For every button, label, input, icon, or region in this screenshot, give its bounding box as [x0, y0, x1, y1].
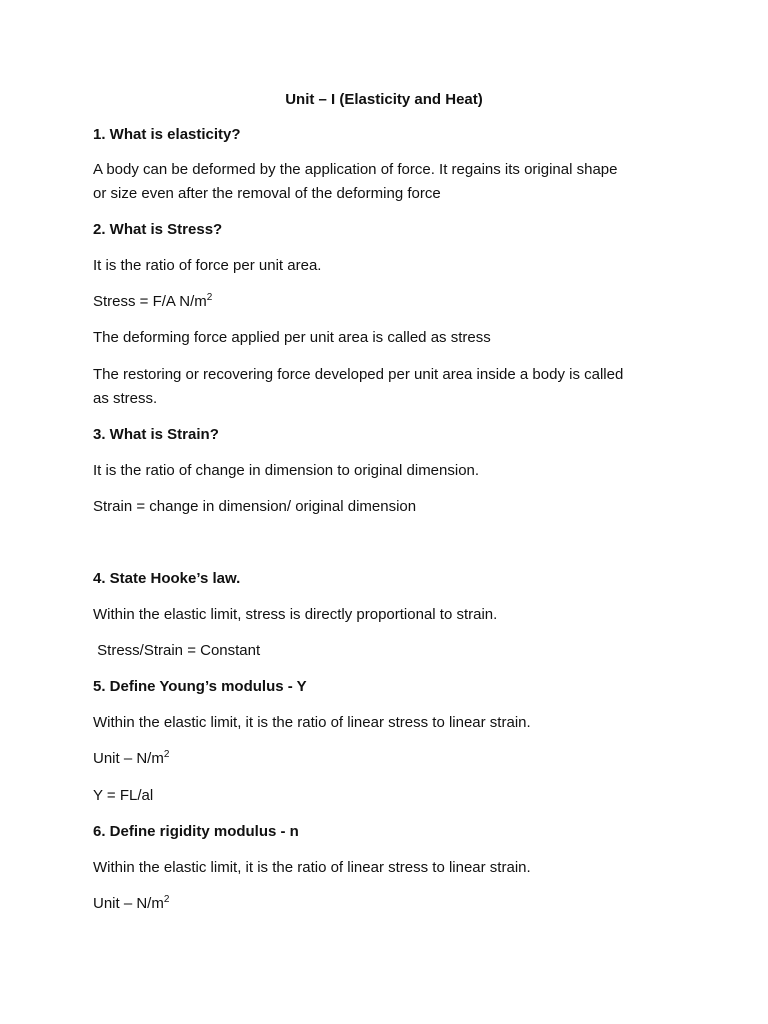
q2-formula	[93, 290, 212, 314]
q5-line1: Within the elastic limit, it is the ratio of linear stress to linear strain.	[93, 714, 531, 731]
q6-heading: 6. Define rigidity modulus - n	[93, 823, 299, 840]
q2-line2: The deforming force applied per unit area is called as stress	[93, 329, 491, 346]
q1-heading: 1. What is elasticity?	[93, 126, 241, 143]
q2-line1: It is the ratio of force per unit area.	[93, 257, 322, 274]
q3-line1: It is the ratio of change in dimension to original dimension.	[93, 462, 480, 479]
q4-formula: Stress/Strain = Constant	[93, 642, 261, 659]
q1-answer-line2: or size even after the removal of the deforming force	[93, 185, 441, 202]
document-title: Unit – I (Elasticity and Heat)	[285, 91, 483, 108]
q6-unit-exponent: 2	[163, 894, 170, 905]
q3-heading: 3. What is Strain?	[93, 426, 219, 443]
q6-unit	[93, 892, 169, 916]
q2-line3a: The restoring or recovering force developed per unit area inside a body is called	[93, 366, 624, 383]
q5-unit-exponent: 2	[163, 749, 170, 760]
q2-formula-text: Stress = F/A N/m	[93, 293, 207, 310]
q4-line1: Within the elastic limit, stress is directly proportional to strain.	[93, 606, 498, 623]
q1-answer-line1: A body can be deformed by the application of force. It regains its original shape	[93, 161, 618, 178]
q2-formula-exponent: 2	[206, 292, 213, 303]
q6-line1: Within the elastic limit, it is the ratio of linear stress to linear strain.	[93, 859, 531, 876]
q2-line3b: as stress.	[93, 390, 158, 407]
q6-unit-text: Unit – N/m	[93, 895, 164, 912]
q5-unit-text: Unit – N/m	[93, 750, 164, 767]
q3-formula: Strain = change in dimension/ original dimension	[93, 498, 417, 515]
q5-heading: 5. Define Young’s modulus - Y	[93, 678, 307, 695]
q5-formula: Y = FL/al	[93, 787, 154, 804]
q5-unit	[93, 747, 169, 771]
q4-heading: 4. State Hooke’s law.	[93, 570, 241, 587]
q2-heading: 2. What is Stress?	[93, 221, 223, 238]
